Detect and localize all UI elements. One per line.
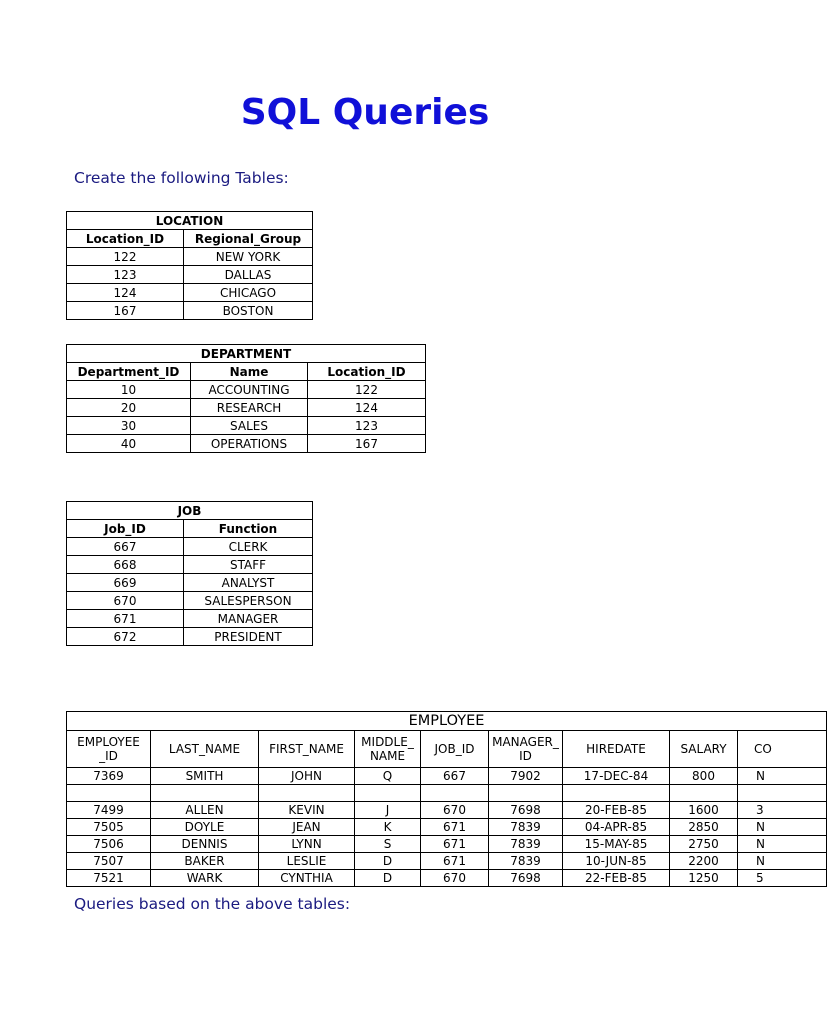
table-row	[67, 266, 313, 284]
table-cell: 10	[67, 381, 191, 399]
department-header: Location_ID	[308, 363, 426, 381]
table-cell: 668	[67, 556, 184, 574]
table-cell: CHICAGO	[184, 284, 313, 302]
table-cell: 7698	[489, 870, 563, 887]
table-cell: 167	[308, 435, 426, 453]
table-cell	[670, 785, 738, 802]
table-cell: 667	[421, 768, 489, 785]
table-cell: 670	[67, 592, 184, 610]
table-cell: 670	[421, 802, 489, 819]
table-cell: 670	[421, 870, 489, 887]
location-caption: LOCATION	[67, 212, 313, 230]
table-cell	[421, 785, 489, 802]
table-row	[67, 381, 426, 399]
table-cell: WARK	[151, 870, 259, 887]
table-cell: CLERK	[184, 538, 313, 556]
table-cell: KEVIN	[259, 802, 355, 819]
table-row	[67, 556, 313, 574]
table-row	[67, 836, 827, 853]
job-table	[66, 501, 313, 646]
table-cell: 3	[738, 802, 827, 819]
table-cell: 1250	[670, 870, 738, 887]
table-cell: 7521	[67, 870, 151, 887]
table-cell: J	[355, 802, 421, 819]
table-cell: 667	[67, 538, 184, 556]
table-cell: 122	[308, 381, 426, 399]
table-cell: 800	[670, 768, 738, 785]
employee-header: EMPLOYEE _ID	[67, 731, 151, 768]
table-cell	[67, 785, 151, 802]
table-cell: 7839	[489, 836, 563, 853]
table-row	[67, 435, 426, 453]
table-cell: CYNTHIA	[259, 870, 355, 887]
employee-caption: EMPLOYEE	[67, 712, 827, 731]
table-row	[67, 284, 313, 302]
table-cell: 22-FEB-85	[563, 870, 670, 887]
table-cell: DENNIS	[151, 836, 259, 853]
table-cell: DALLAS	[184, 266, 313, 284]
table-cell: 2850	[670, 819, 738, 836]
table-cell: 30	[67, 417, 191, 435]
table-cell: RESEARCH	[191, 399, 308, 417]
employee-header: FIRST_NAME	[259, 731, 355, 768]
job-header: Function	[184, 520, 313, 538]
table-cell: JEAN	[259, 819, 355, 836]
table-cell	[259, 785, 355, 802]
table-cell: LYNN	[259, 836, 355, 853]
table-cell: BOSTON	[184, 302, 313, 320]
table-cell: 124	[308, 399, 426, 417]
job-caption: JOB	[67, 502, 313, 520]
table-cell: 7505	[67, 819, 151, 836]
table-cell: STAFF	[184, 556, 313, 574]
queries-heading: Queries based on the above tables:	[74, 895, 351, 913]
table-cell: 04-APR-85	[563, 819, 670, 836]
table-cell: 17-DEC-84	[563, 768, 670, 785]
table-row	[67, 538, 313, 556]
table-cell	[355, 785, 421, 802]
table-cell: D	[355, 853, 421, 870]
table-cell: D	[355, 870, 421, 887]
table-cell: K	[355, 819, 421, 836]
table-cell: 167	[67, 302, 184, 320]
table-cell: N	[738, 819, 827, 836]
table-cell: LESLIE	[259, 853, 355, 870]
table-cell	[151, 785, 259, 802]
table-cell: 7698	[489, 802, 563, 819]
location-table	[66, 211, 313, 320]
department-header: Name	[191, 363, 308, 381]
table-row	[67, 574, 313, 592]
page-title: SQL Queries	[240, 92, 490, 133]
table-row	[67, 628, 313, 646]
table-row	[67, 853, 827, 870]
table-cell: DOYLE	[151, 819, 259, 836]
table-cell: 15-MAY-85	[563, 836, 670, 853]
employee-header: HIREDATE	[563, 731, 670, 768]
department-header: Department_ID	[67, 363, 191, 381]
table-cell: N	[738, 768, 827, 785]
create-tables-heading: Create the following Tables:	[74, 169, 289, 187]
table-cell: 1600	[670, 802, 738, 819]
employee-header: JOB_ID	[421, 731, 489, 768]
employee-table	[66, 711, 827, 887]
table-cell: 5	[738, 870, 827, 887]
table-cell: 123	[308, 417, 426, 435]
employee-header: MIDDLE_ NAME	[355, 731, 421, 768]
table-cell: SALES	[191, 417, 308, 435]
table-cell: BAKER	[151, 853, 259, 870]
table-row	[67, 870, 827, 887]
table-cell: ANALYST	[184, 574, 313, 592]
table-row	[67, 248, 313, 266]
table-row	[67, 610, 313, 628]
table-cell: 2200	[670, 853, 738, 870]
table-cell: 7369	[67, 768, 151, 785]
employee-table-container	[66, 711, 772, 887]
table-cell: PRESIDENT	[184, 628, 313, 646]
table-cell: 671	[421, 836, 489, 853]
table-row	[67, 417, 426, 435]
table-cell: 40	[67, 435, 191, 453]
employee-header: MANAGER_ ID	[489, 731, 563, 768]
table-cell: 122	[67, 248, 184, 266]
location-header: Regional_Group	[184, 230, 313, 248]
table-cell: OPERATIONS	[191, 435, 308, 453]
table-cell: JOHN	[259, 768, 355, 785]
table-row	[67, 802, 827, 819]
table-cell: Q	[355, 768, 421, 785]
table-cell: NEW YORK	[184, 248, 313, 266]
table-row	[67, 785, 827, 802]
table-cell: 7839	[489, 819, 563, 836]
table-row	[67, 399, 426, 417]
table-cell: 7507	[67, 853, 151, 870]
department-table	[66, 344, 426, 453]
table-cell: 123	[67, 266, 184, 284]
table-row	[67, 302, 313, 320]
table-cell: 7499	[67, 802, 151, 819]
table-cell: 124	[67, 284, 184, 302]
table-cell: 671	[421, 819, 489, 836]
table-cell: MANAGER	[184, 610, 313, 628]
table-row	[67, 768, 827, 785]
table-cell: 20	[67, 399, 191, 417]
table-cell: 7902	[489, 768, 563, 785]
table-cell	[563, 785, 670, 802]
table-cell	[489, 785, 563, 802]
table-cell: N	[738, 853, 827, 870]
table-cell: 669	[67, 574, 184, 592]
employee-header: SALARY	[670, 731, 738, 768]
table-cell: 7506	[67, 836, 151, 853]
table-cell: 20-FEB-85	[563, 802, 670, 819]
table-cell: SALESPERSON	[184, 592, 313, 610]
employee-header: LAST_NAME	[151, 731, 259, 768]
table-cell: SMITH	[151, 768, 259, 785]
table-row	[67, 592, 313, 610]
table-cell: 671	[67, 610, 184, 628]
table-cell: 7839	[489, 853, 563, 870]
table-cell: 10-JUN-85	[563, 853, 670, 870]
employee-header: CO	[738, 731, 827, 768]
location-header: Location_ID	[67, 230, 184, 248]
table-row	[67, 819, 827, 836]
job-header: Job_ID	[67, 520, 184, 538]
table-cell: 671	[421, 853, 489, 870]
table-cell	[738, 785, 827, 802]
table-cell: ALLEN	[151, 802, 259, 819]
table-cell: S	[355, 836, 421, 853]
table-cell: 2750	[670, 836, 738, 853]
table-cell: ACCOUNTING	[191, 381, 308, 399]
department-caption: DEPARTMENT	[67, 345, 426, 363]
employee-rows	[67, 768, 827, 887]
table-cell: N	[738, 836, 827, 853]
table-cell: 672	[67, 628, 184, 646]
